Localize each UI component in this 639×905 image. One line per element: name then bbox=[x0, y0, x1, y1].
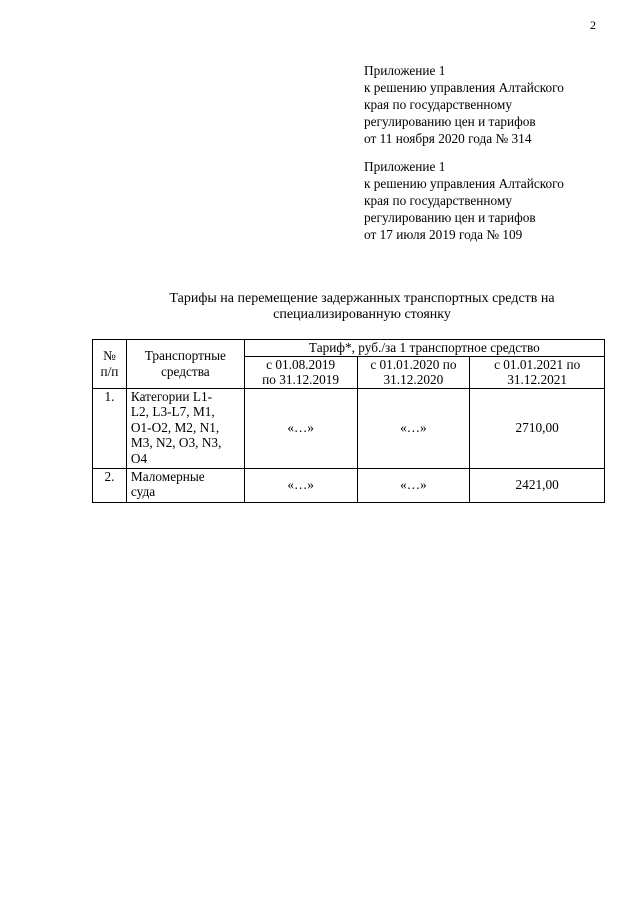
tariff-value-cell: «…» bbox=[244, 468, 357, 502]
appendix-block-current bbox=[364, 62, 564, 147]
appendix-line: к решению управления Алтайского bbox=[364, 80, 564, 95]
row-num-cell: 2. bbox=[93, 468, 127, 502]
appendix-block-original bbox=[364, 158, 564, 243]
tariff-value-cell: «…» bbox=[357, 388, 470, 468]
period-line: с 01.08.2019 bbox=[266, 356, 336, 372]
header-vehicles-cell bbox=[126, 340, 244, 389]
period-line: с 01.01.2020 по bbox=[370, 356, 457, 372]
header-period-cell bbox=[470, 356, 605, 388]
appendix-line: края по государственному bbox=[364, 97, 512, 112]
appendix-line: от 11 ноября 2020 года № 314 bbox=[364, 131, 532, 146]
table-row bbox=[93, 388, 605, 468]
period-line: с 01.01.2021 по bbox=[494, 356, 581, 372]
tariff-table bbox=[92, 339, 605, 503]
appendix-line: от 17 июля 2019 года № 109 bbox=[364, 227, 523, 242]
header-num-line: п/п bbox=[100, 363, 119, 379]
table-row bbox=[93, 468, 605, 502]
vehicle-line: M3, N2, O3, N3, bbox=[130, 435, 222, 450]
appendix-line: Приложение 1 bbox=[364, 63, 446, 78]
row-vehicle-cell bbox=[126, 468, 244, 502]
header-period-cell bbox=[357, 356, 470, 388]
tariff-value-cell: «…» bbox=[357, 468, 470, 502]
appendix-line: к решению управления Алтайского bbox=[364, 176, 564, 191]
vehicle-line: O4 bbox=[130, 450, 148, 466]
period-line: 31.12.2021 bbox=[507, 372, 568, 387]
row-num-cell: 1. bbox=[93, 388, 127, 468]
vehicle-line: Категории L1- bbox=[130, 388, 213, 404]
header-vehicles-line: средства bbox=[160, 363, 210, 379]
header-tariff-cell: Тариф*, руб./за 1 транспортное средство bbox=[244, 340, 604, 357]
document-title bbox=[100, 291, 624, 323]
appendix-line: края по государственному bbox=[364, 193, 512, 208]
appendix-line: Приложение 1 bbox=[364, 159, 446, 174]
vehicle-line: суда bbox=[130, 484, 156, 499]
vehicle-line: L2, L3-L7, M1, bbox=[130, 404, 215, 419]
page-number: 2 bbox=[590, 18, 596, 32]
header-vehicles-line: Транспортные bbox=[144, 348, 226, 364]
period-line: по 31.12.2019 bbox=[262, 372, 340, 387]
vehicle-line: O1-O2, M2, N1, bbox=[130, 419, 220, 435]
tariff-value-cell: «…» bbox=[244, 388, 357, 468]
title-line: Тарифы на перемещение задержанных транспортных средств на bbox=[169, 291, 555, 306]
tariff-value-cell: 2421,00 bbox=[470, 468, 605, 502]
appendix-line: регулированию цен и тарифов bbox=[364, 114, 536, 129]
period-line: 31.12.2020 bbox=[383, 372, 444, 387]
table-header-row bbox=[93, 340, 605, 357]
title-line: специализированную стоянку bbox=[273, 307, 451, 322]
header-num-line: № bbox=[103, 348, 116, 364]
row-vehicle-cell bbox=[126, 388, 244, 468]
header-num-cell bbox=[93, 340, 127, 389]
header-period-cell bbox=[244, 356, 357, 388]
appendix-line: регулированию цен и тарифов bbox=[364, 210, 536, 225]
tariff-value-cell: 2710,00 bbox=[470, 388, 605, 468]
vehicle-line: Маломерные bbox=[130, 468, 205, 484]
